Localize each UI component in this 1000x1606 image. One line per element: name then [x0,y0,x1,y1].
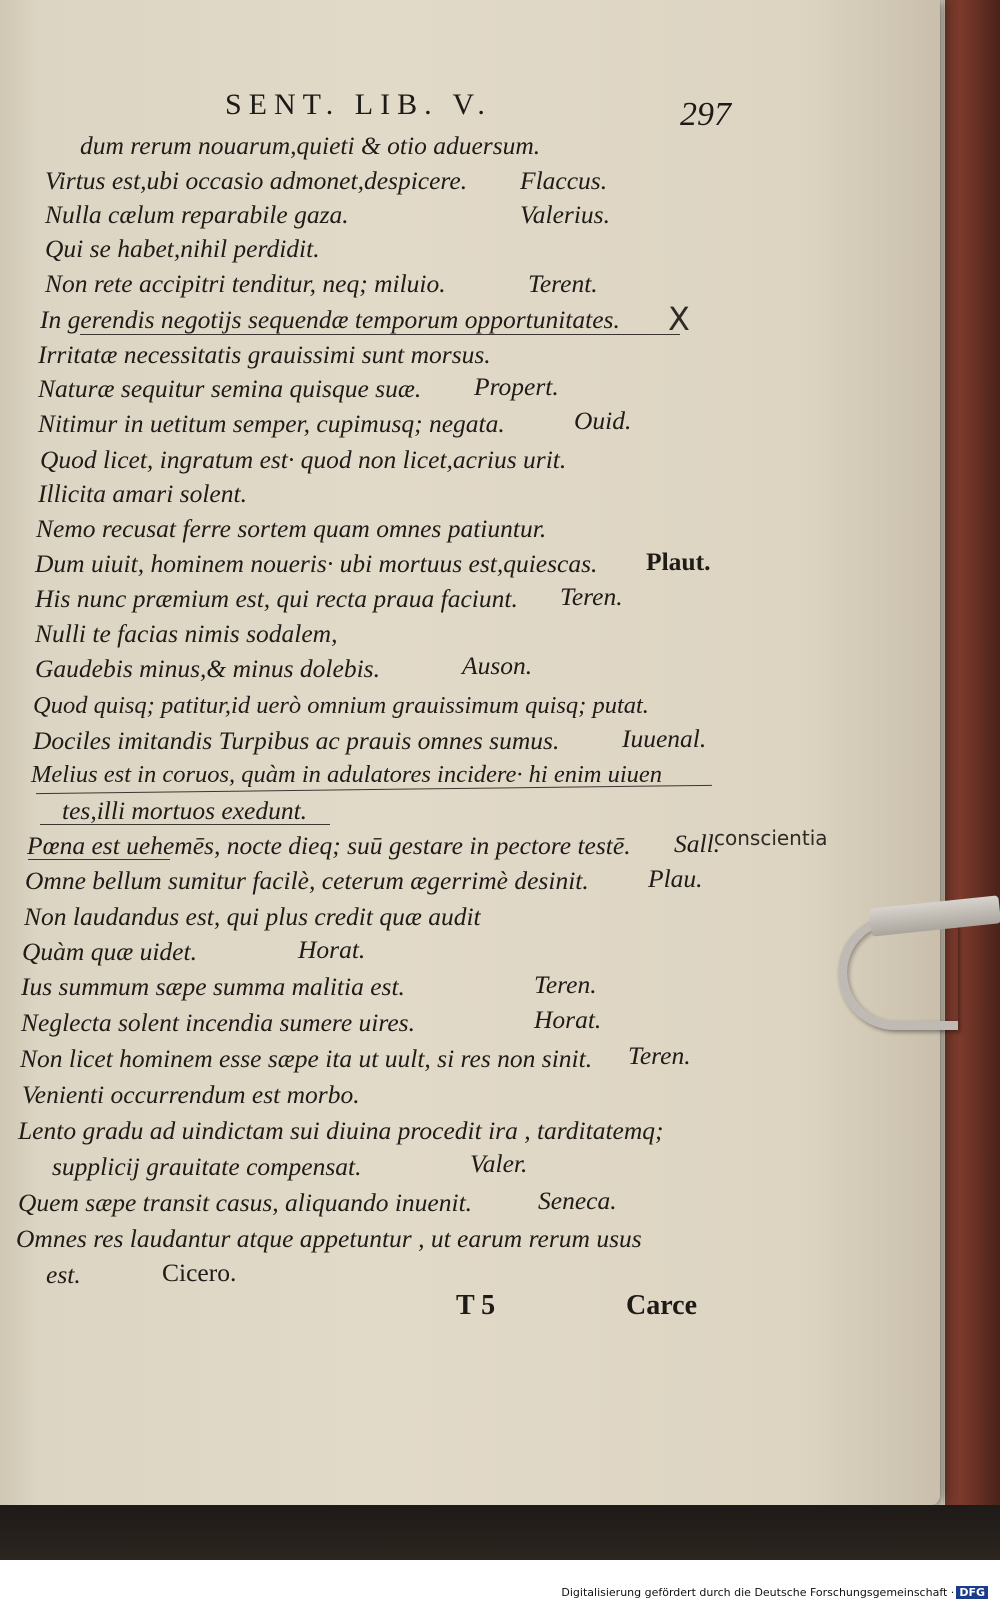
text-line: Nulli te facias nimis sodalem, [35,619,338,648]
margin-cross-mark: X [668,300,690,338]
bottom-shadow [0,1505,1000,1560]
text-line: Omne bellum sumitur facilè, ceterum ægerrimè desinit. [25,866,589,895]
dfg-credit [557,1585,992,1600]
text-line: Neglecta solent incendia sumere uires. [21,1008,415,1037]
source-citation: Horat. [298,935,366,964]
text-line: Non licet hominem esse sæpe ita ut uult, si res non sinit. [20,1044,593,1073]
text-line: Illicita amari solent. [38,479,247,508]
source-citation: Seneca. [538,1186,617,1215]
source-citation: Teren. [628,1041,691,1070]
text-line: Qui se habet,nihil perdidit. [45,234,320,263]
text-line: Quod quisq; patitur,id uerò omnium grauissimum quisq; putat. [33,692,649,719]
text-line: Nitimur in uetitum semper, cupimusq; negata. [38,409,505,438]
source-citation: Auson. [462,651,533,680]
text-line: Nulla cælum reparabile gaza. [45,200,349,229]
text-line: In gerendis negotijs sequendæ temporum opportunitates. [40,305,620,334]
text-line: dum rerum nouarum,quieti & otio aduersum. [80,131,541,160]
text-line: Naturæ sequitur semina quisque suæ. [38,374,422,403]
text-line: Dum uiuit, hominem noueris· ubi mortuus est,quiescas. [35,549,598,578]
text-line: Omnes res laudantur atque appetuntur , ut earum rerum usus [16,1224,642,1253]
source-citation: Ouid. [574,406,632,435]
source-citation: Plau. [648,864,703,893]
page-number: 297 [680,96,731,133]
underline [28,859,170,860]
source-citation: Terent. [528,269,598,298]
underline [80,334,680,335]
text-line: Pœna est uehemēs, nocte dieq; suū gestare in pectore testē. [27,831,631,860]
dfg-logo: DFG [956,1586,988,1599]
source-citation: Valer. [470,1149,528,1178]
text-line: supplicij grauitate compensat. [52,1152,362,1181]
source-citation: Iuuenal. [622,724,707,753]
text-line: est. [46,1260,81,1289]
text-line: Venienti occurrendum est morbo. [22,1080,360,1109]
source-citation: Plaut. [646,547,711,576]
source-citation: Propert. [474,372,559,401]
text-line: Virtus est,ubi occasio admonet,despicere. [45,166,468,195]
catchword: Carce [626,1290,697,1321]
source-citation: Flaccus. [520,166,608,195]
text-line: Quem sæpe transit casus, aliquando inuenit. [18,1188,473,1217]
text-line: Non rete accipitri tenditur, neq; miluio. [45,269,446,298]
text-line: tes,illi mortuos exedunt. [62,796,308,825]
source-citation: Teren. [560,582,623,611]
margin-note: conscientia [714,826,828,850]
text-line: Gaudebis minus,& minus dolebis. [35,654,380,683]
source-citation: Cicero. [162,1258,237,1287]
text-line: Dociles imitandis Turpibus ac prauis omnes sumus. [33,726,560,755]
text-line: Melius est in coruos, quàm in adulatores incidere· hi enim uiuen [31,761,663,788]
text-line: Quàm quæ uidet. [22,937,197,966]
dfg-credit-text: Digitalisierung gefördert durch die Deutsche Forschungsgemeinschaft · [561,1586,955,1599]
text-line: Nemo recusat ferre sortem quam omnes patiuntur. [36,514,547,543]
source-citation: Teren. [534,970,597,999]
text-line: His nunc præmium est, qui recta praua faciunt. [35,584,518,613]
text-line: Lento gradu ad uindictam sui diuina procedit ira , tarditatemq; [18,1116,664,1145]
source-citation: Horat. [534,1005,602,1034]
underline [40,824,330,825]
source-citation: Valerius. [520,200,610,229]
text-line: Non laudandus est, qui plus credit quæ audit [24,902,481,931]
signature-mark: T 5 [456,1290,496,1321]
running-title: SENT. LIB. V. [225,88,492,121]
source-citation: Sall. [674,829,721,858]
text-line: Ius summum sæpe summa malitia est. [21,972,405,1001]
text-line: Irritatæ necessitatis grauissimi sunt morsus. [38,340,491,369]
text-line: Quod licet, ingratum est· quod non licet,acrius urit. [40,445,567,474]
